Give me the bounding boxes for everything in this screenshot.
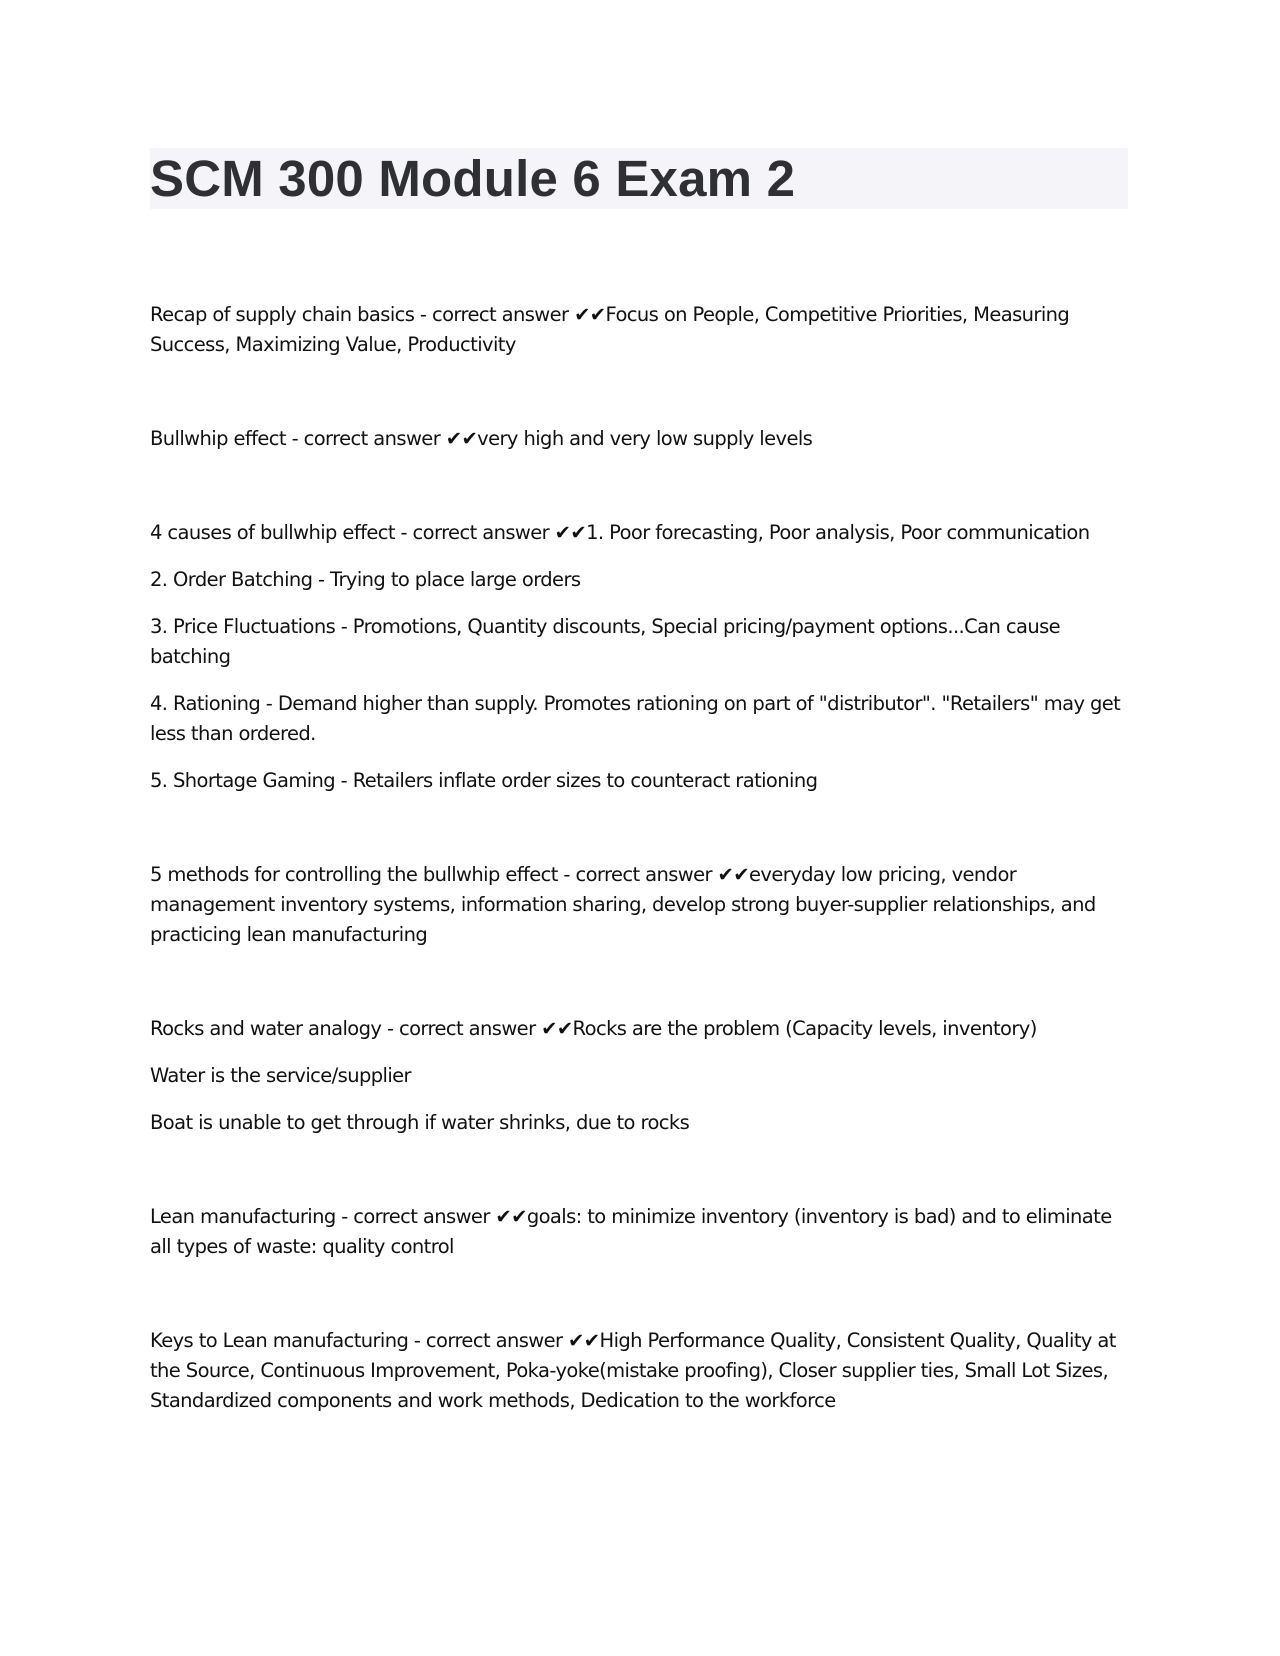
list-item: Water is the service/supplier <box>150 1064 411 1087</box>
entry-causes-bullwhip: 4 causes of bullwhip effect - correct answer ✔✔1. Poor forecasting, Poor analysis, Poor communication <box>150 521 1090 544</box>
document-body <box>150 300 1128 1416</box>
list-item: 4. Rationing - Demand higher than supply. Promotes rationing on part of "distributor". "Retailers" may get less than ordered. <box>150 692 1121 745</box>
entry-keys-lean: Keys to Lean manufacturing - correct answer ✔✔High Performance Quality, Consistent Quality, Quality at the Source, Continuous Improvement, Poka-yoke(mistake proofing), Closer supplier ties, Small Lot Sizes, Standardized components and work methods, Dedication to the workforce <box>150 1329 1116 1412</box>
title-banner <box>150 148 1128 209</box>
document-title: SCM 300 Module 6 Exam 2 <box>150 150 796 207</box>
entry-lean-manufacturing: Lean manufacturing - correct answer ✔✔goals: to minimize inventory (inventory is bad) and to eliminate all types of waste: quality control <box>150 1205 1112 1258</box>
entry-controlling-bullwhip: 5 methods for controlling the bullwhip effect - correct answer ✔✔everyday low pricing, vendor management inventory systems, information sharing, develop strong buyer-supplier relationships, and practicing lean manufacturing <box>150 863 1096 946</box>
document-page <box>150 148 1128 209</box>
list-item: Boat is unable to get through if water shrinks, due to rocks <box>150 1111 690 1134</box>
list-item: 2. Order Batching - Trying to place large orders <box>150 568 581 591</box>
list-item: 3. Price Fluctuations - Promotions, Quantity discounts, Special pricing/payment options...Can cause batching <box>150 615 1061 668</box>
list-item: 5. Shortage Gaming - Retailers inflate order sizes to counteract rationing <box>150 769 818 792</box>
entry-bullwhip-effect: Bullwhip effect - correct answer ✔✔very high and very low supply levels <box>150 427 813 450</box>
entry-rocks-water: Rocks and water analogy - correct answer ✔✔Rocks are the problem (Capacity levels, inventory) <box>150 1017 1037 1040</box>
entry-recap-supply-chain: Recap of supply chain basics - correct answer ✔✔Focus on People, Competitive Priorities, Measuring Success, Maximizing Value, Productivity <box>150 303 1070 356</box>
